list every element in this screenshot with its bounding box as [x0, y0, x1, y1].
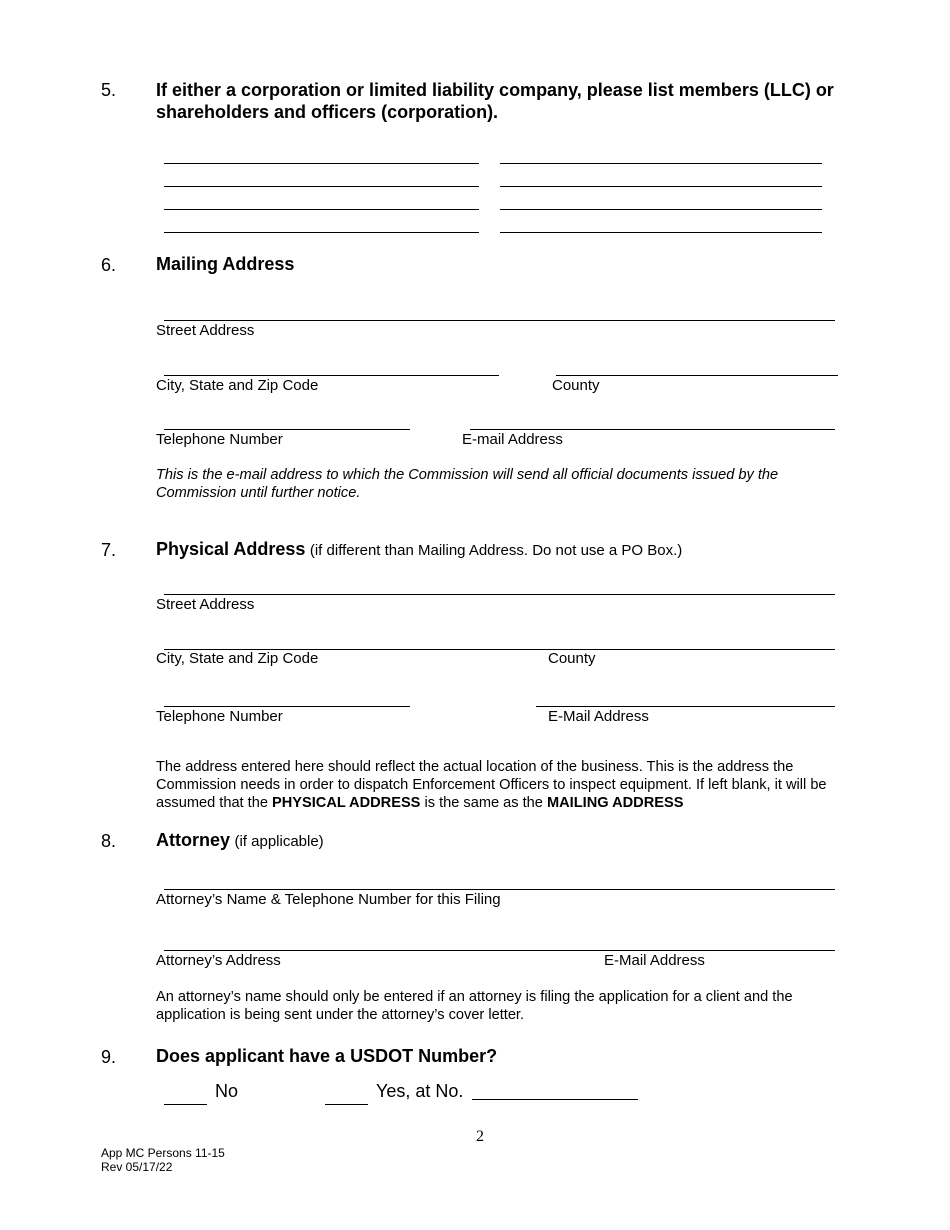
q8-number: 8.: [101, 831, 117, 851]
q7-title-row: [156, 539, 682, 560]
q6-title: Mailing Address: [156, 254, 295, 274]
q8-title-row: [156, 830, 324, 851]
member-line-3-left[interactable]: [164, 209, 479, 210]
mailing-phone-line[interactable]: [164, 429, 410, 430]
attorney-note: An attorney’s name should only be entered if an attorney is filing the application for a client and the application is being sent under the attorney’s cover letter.: [156, 989, 793, 1023]
member-line-2-left[interactable]: [164, 186, 479, 187]
member-line-1-right[interactable]: [500, 163, 822, 164]
q8-subtitle: (if applicable): [234, 833, 324, 850]
mailing-city-line[interactable]: [164, 375, 499, 376]
q7-title: Physical Address: [156, 539, 306, 559]
physical-email-line[interactable]: [536, 706, 835, 707]
mailing-street-label: Street Address: [156, 322, 255, 339]
q9-title: Does applicant have a USDOT Number?: [156, 1046, 498, 1066]
physical-street-line[interactable]: [164, 594, 835, 595]
note-bold-mailing: MAILING ADDRESS: [546, 795, 684, 811]
mailing-county-line[interactable]: [556, 375, 838, 376]
physical-email-label: E-Mail Address: [548, 708, 649, 725]
physical-phone-line[interactable]: [164, 706, 410, 707]
attorney-address-label: Attorney’s Address: [156, 952, 281, 969]
usdot-yes-blank[interactable]: [325, 1104, 368, 1105]
mailing-city-label: City, State and Zip Code: [156, 377, 319, 394]
page-number: 2: [476, 1128, 484, 1145]
form-id: App MC Persons 11-15: [101, 1146, 225, 1160]
attorney-email-label: E-Mail Address: [604, 952, 705, 969]
q9-number: 9.: [101, 1047, 117, 1067]
usdot-no-blank[interactable]: [164, 1104, 207, 1105]
member-line-4-right[interactable]: [500, 232, 822, 233]
physical-city-label: City, State and Zip Code: [156, 650, 319, 667]
attorney-name-line[interactable]: [164, 889, 835, 890]
q7-number: 7.: [101, 540, 117, 560]
note-bold-physical: PHYSICAL ADDRESS: [272, 795, 421, 811]
mailing-email-note: This is the e-mail address to which the Commission will send all official documents issued by the Commission until further notice.: [156, 467, 779, 501]
member-line-1-left[interactable]: [164, 163, 479, 164]
attorney-address-line[interactable]: [164, 950, 835, 951]
usdot-yes-label: Yes, at No.: [376, 1081, 464, 1101]
mailing-county-label: County: [552, 377, 600, 394]
mailing-phone-label: Telephone Number: [156, 431, 283, 448]
physical-phone-label: Telephone Number: [156, 708, 283, 725]
q8-title: Attorney: [156, 830, 231, 850]
physical-street-label: Street Address: [156, 596, 255, 613]
note-text-1: The address entered here should reflect the actual location of the business. This is the address the Commission needs in order to dispatch Enforcement Officers to inspect equipment. If left blank, it will be assumed that the: [156, 759, 827, 811]
member-line-2-right[interactable]: [500, 186, 822, 187]
member-line-3-right[interactable]: [500, 209, 822, 210]
mailing-email-line[interactable]: [470, 429, 835, 430]
physical-address-note: [156, 758, 861, 812]
usdot-number-line[interactable]: [472, 1099, 638, 1100]
q5-question: If either a corporation or limited liability company, please list members (LLC) or shareholders and officers (corporation).: [156, 80, 834, 122]
physical-county-label: County: [548, 650, 596, 667]
attorney-name-label: Attorney’s Name & Telephone Number for this Filing: [156, 891, 501, 908]
mailing-email-label: E-mail Address: [462, 431, 563, 448]
mailing-street-line[interactable]: [164, 320, 835, 321]
usdot-no-label: No: [215, 1081, 239, 1101]
member-line-4-left[interactable]: [164, 232, 479, 233]
q6-number: 6.: [101, 255, 117, 275]
form-revision: Rev 05/17/22: [101, 1160, 173, 1174]
q7-subtitle: (if different than Mailing Address. Do not use a PO Box.): [309, 542, 683, 559]
q5-number: 5.: [101, 80, 117, 100]
note-text-2: is the same as the: [420, 795, 547, 811]
